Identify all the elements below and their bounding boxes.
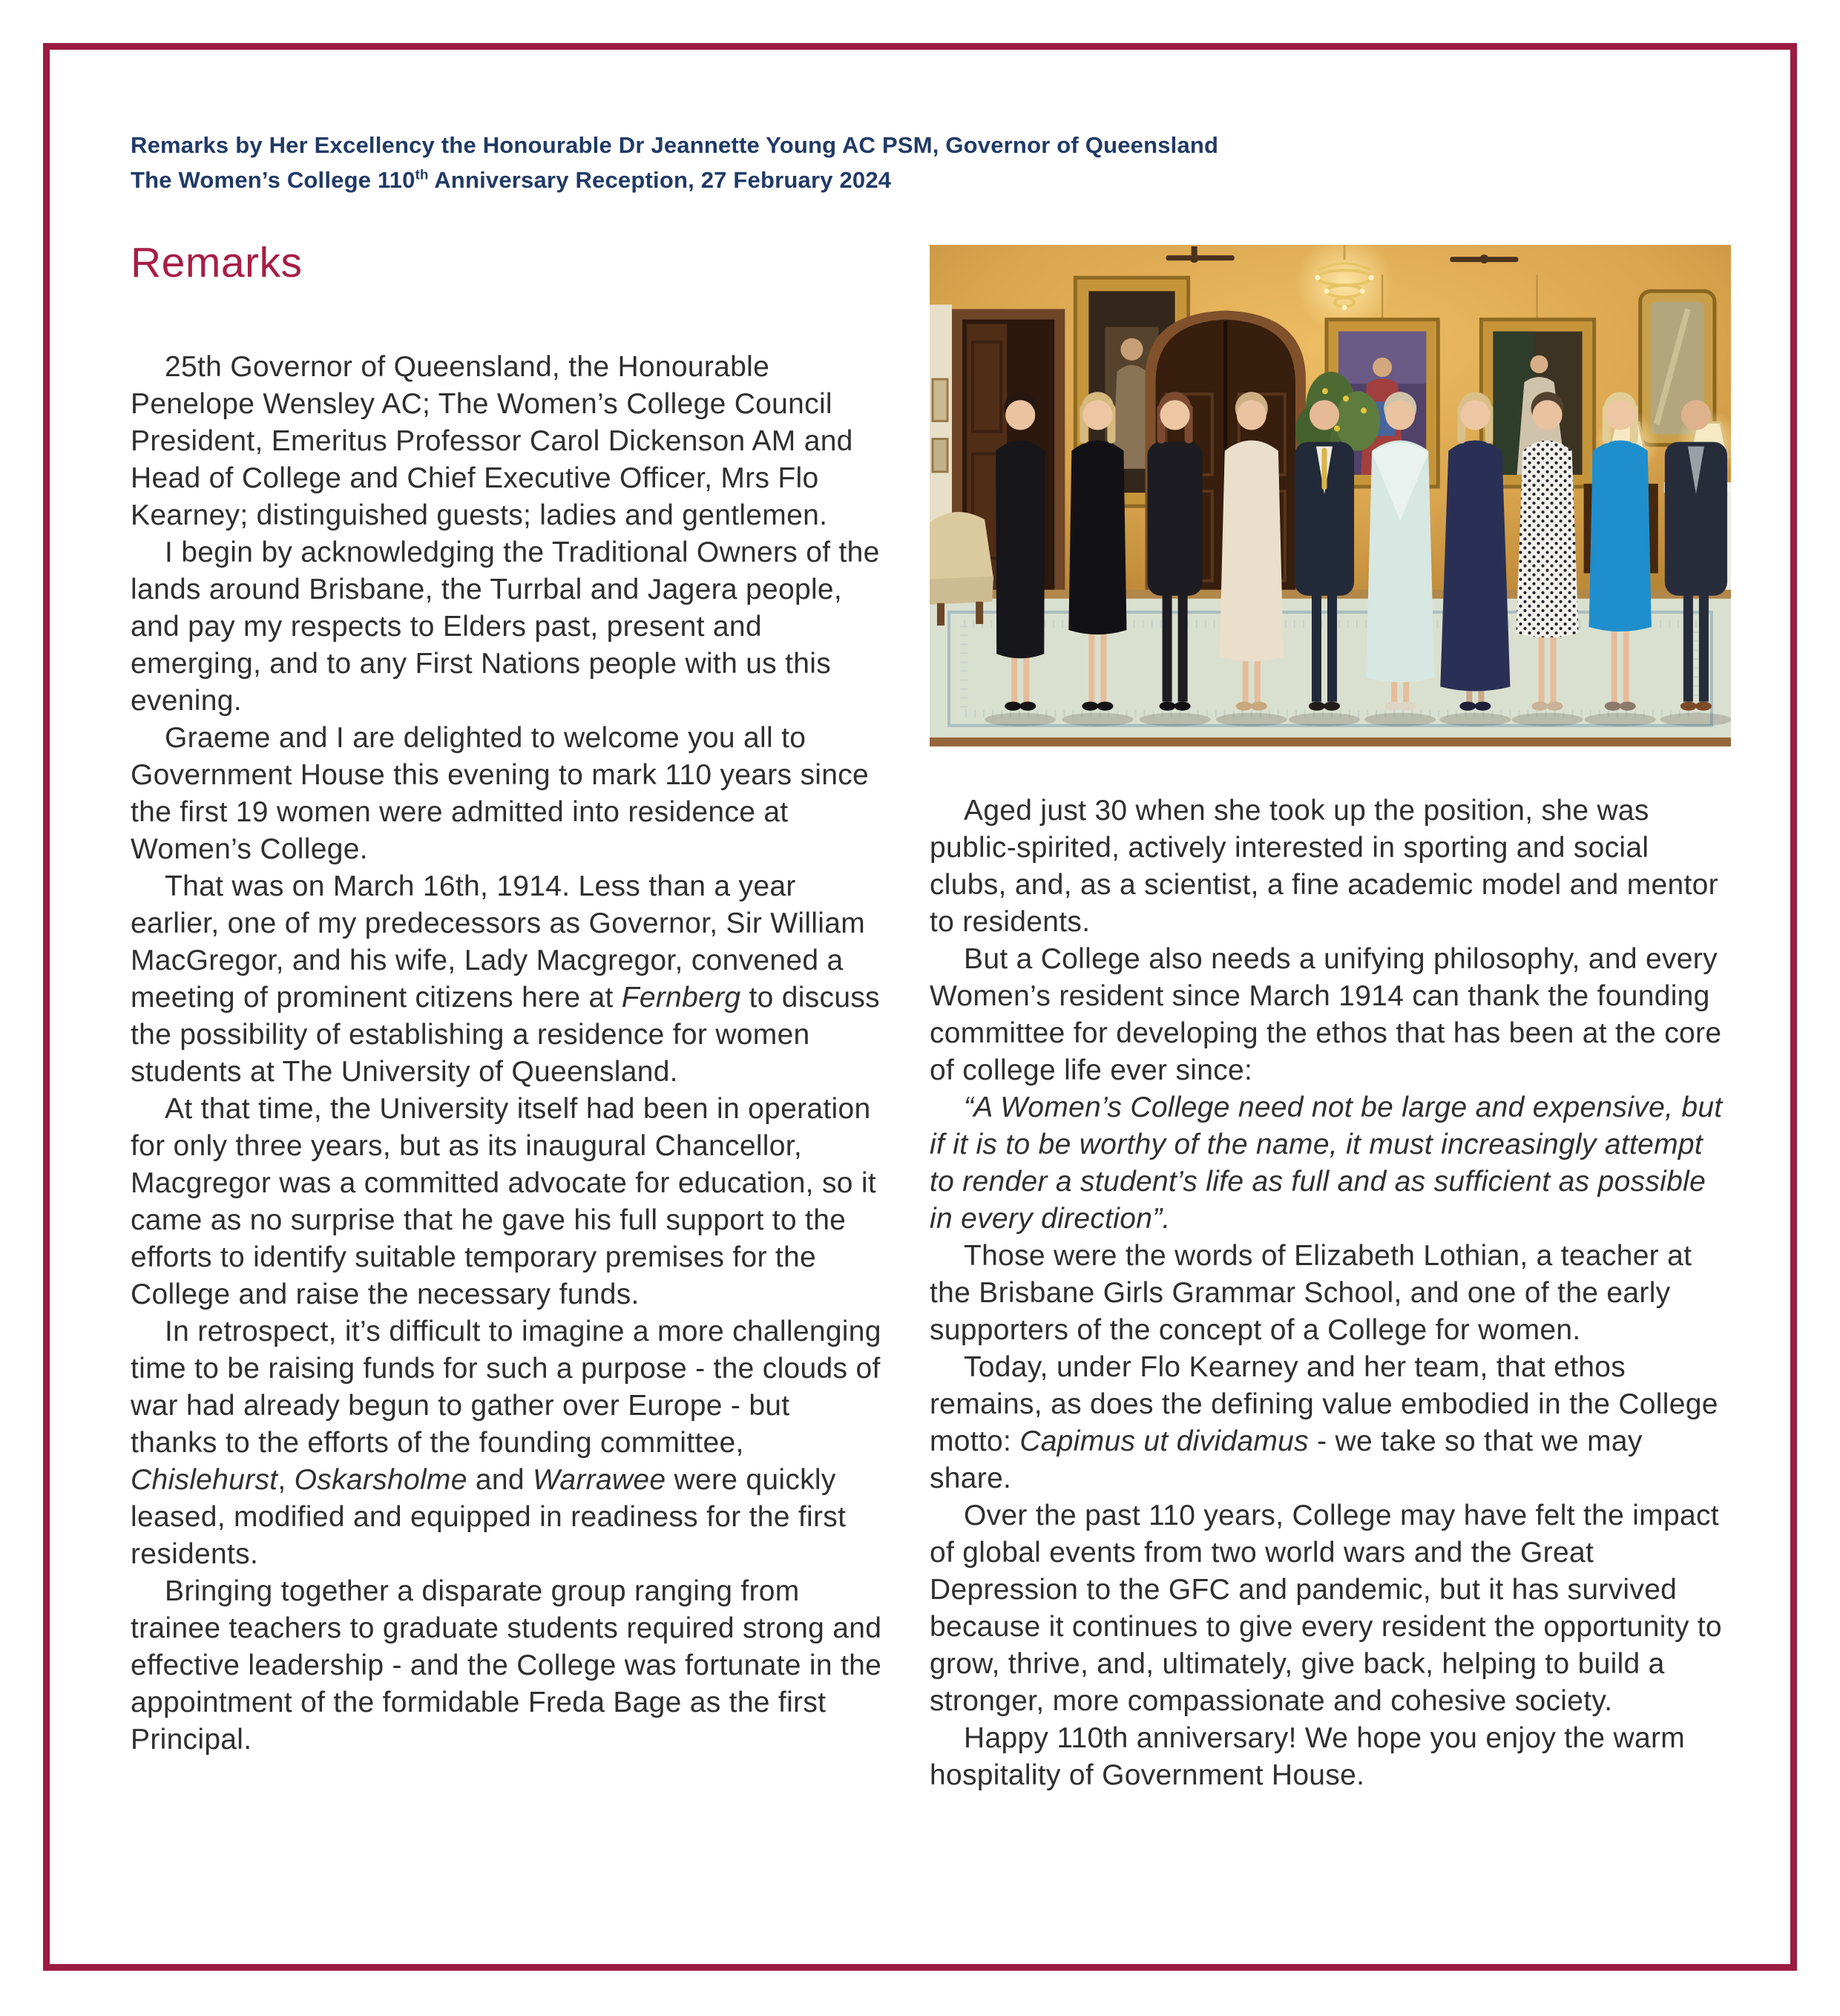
small-frame xyxy=(933,439,947,472)
paragraph: That was on March 16th, 1914. Less than a year earlier, one of my predecessors as Governor, Sir William MacGregor, and his wife, Lady Macgregor, convened a meeting of prominent citizens here at Fernberg to discuss the possibility of establishing a residence for women students at The University of Queensland. xyxy=(131,870,880,1088)
paragraph: At that time, the University itself had been in operation for only three years, but as its inaugural Chancellor, Macgregor was a committed advocate for education, so it came as no surprise that he gave his full support to the efforts to identify suitable temporary premises for the College and raise the necessary funds. xyxy=(131,1093,876,1310)
paragraph: But a College also needs a unifying philosophy, and every Women’s resident since March 1914 can thank the founding committee for developing the ethos that has been at the core of college life ever since: xyxy=(930,943,1722,1086)
right-column xyxy=(930,792,1731,1794)
paragraph: Over the past 110 years, College may have felt the impact of global events from two world wars and the Great Depression to the GFC and pandemic, but it has survived because it continues to give every resident the opportunity to grow, thrive, and, ultimately, give back, helping to build a stronger, more compassionate and cohesive society. xyxy=(930,1500,1722,1717)
document-header xyxy=(131,128,1436,197)
paragraph: “A Women’s College need not be large and expensive, but if it is to be worthy of the name, it must increasingly attempt to render a student’s life as full and as sufficient as possible in every direction”. xyxy=(930,1091,1723,1235)
paragraph: 25th Governor of Queensland, the Honourable Penelope Wensley AC; The Women’s College Council President, Emeritus Professor Carol Dickenson AM and Head of College and Chief Executive Officer, Mrs Flo Kearney; distinguished guests; ladies and gentlemen. xyxy=(131,351,853,531)
paragraph: Bringing together a disparate group ranging from trainee teachers to graduate students required strong and effective leadership - and the College was fortunate in the appointment of the formidable Freda Bage as the first Principal. xyxy=(131,1575,882,1756)
header-line-1: Remarks by Her Excellency the Honourable Dr Jeannette Young AC PSM, Governor of Queensland xyxy=(131,132,1219,158)
paragraph: Those were the words of Elizabeth Lothian, a teacher at the Brisbane Girls Grammar School, and one of the early supporters of the concept of a College for women. xyxy=(930,1240,1692,1346)
paragraph: Today, under Flo Kearney and her team, that ethos remains, as does the defining value embodied in the College motto: Capimus ut dividamus - we take so that we may share. xyxy=(930,1351,1718,1494)
paragraph: Graeme and I are delighted to welcome you all to Government House this evening to mark 110 years since the first 19 women were admitted into residence at Women’s College. xyxy=(131,722,869,865)
paragraph: Aged just 30 when she took up the position, she was public-spirited, actively interested in sporting and social clubs, and, as a scientist, a fine academic model and mentor to residents. xyxy=(930,795,1718,938)
reception-photo-figure xyxy=(930,245,1731,746)
page-title: Remarks xyxy=(131,239,303,286)
paragraph: In retrospect, it’s difficult to imagine a more challenging time to be raising funds for such a purpose - the clouds of war had already begun to gather over Europe - but thanks to the efforts of the founding committee, Chislehurst, Oskarsholme and Warrawee were quickly leased, modified and equipped in readiness for the first residents. xyxy=(131,1316,881,1570)
header-line-2: The Women’s College 110th Anniversary Reception, 27 February 2024 xyxy=(131,166,892,193)
small-frame xyxy=(933,379,947,421)
left-column xyxy=(131,349,883,1759)
paragraph: I begin by acknowledging the Traditional Owners of the lands around Brisbane, the Turrbal and Jagera people, and pay my respects to Elders past, present and emerging, and to any First Nations people with us this evening. xyxy=(131,536,880,717)
paragraph: Happy 110th anniversary! We hope you enjoy the warm hospitality of Government House. xyxy=(930,1722,1686,1791)
reception-photo xyxy=(930,245,1731,746)
